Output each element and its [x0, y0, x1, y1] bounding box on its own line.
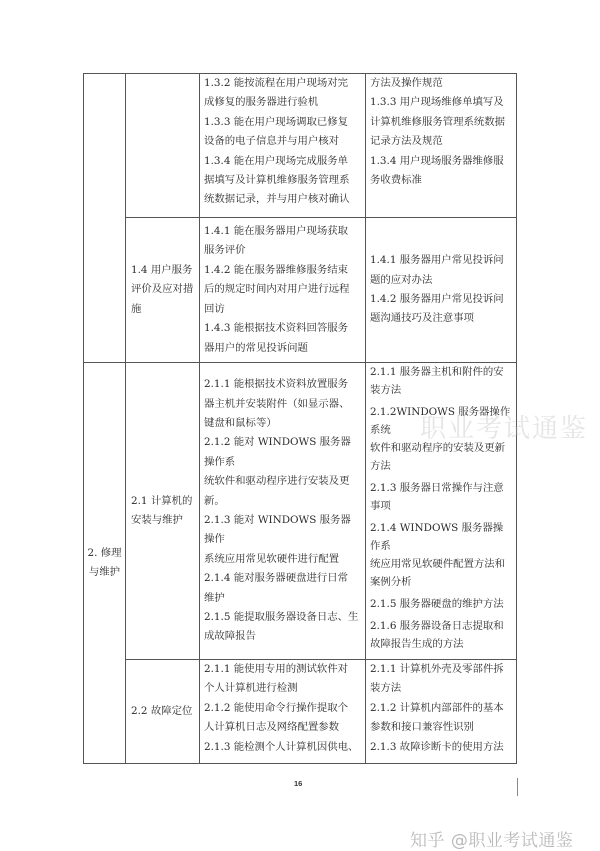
skill-line: 2.1.2 能对 WINDOWS 服务器操作系	[204, 436, 351, 468]
skill-line: 系统应用常见软硬件进行配置	[204, 552, 340, 565]
unit-cell: 2.2 故障定位	[126, 660, 200, 764]
skill-line: 2.1.3 能检测个人计算机因供电、	[204, 740, 359, 753]
table-row	[84, 660, 517, 764]
knowledge-line: 2.1.2 计算机内部部件的基本	[370, 701, 504, 714]
knowledge-line: 计算机维修服务管理系统数据	[370, 115, 506, 128]
knowledge-line: 1.4.2 服务器用户常见投诉问	[370, 293, 504, 305]
skill-line: 1.4.2 能在服务器维修服务结束	[204, 263, 349, 276]
skills-cell	[200, 74, 366, 218]
skill-line: 成修复的服务器进行验机	[204, 96, 319, 109]
skill-line: 统软件和驱动程序进行安装及更	[204, 475, 350, 488]
table-row	[84, 218, 517, 363]
knowledge-line: 2.1.5 服务器硬盘的维护方法	[370, 598, 504, 610]
knowledge-line: 2.1.1 计算机外壳及零部件拆	[370, 663, 504, 675]
knowledge-line: 统应用常见软硬件配置方法和	[370, 558, 506, 570]
skill-line: 器主机并安装附件（如显示器、	[204, 397, 350, 410]
skill-line: 2.1.1 能根据技术资料放置服务	[204, 378, 349, 391]
skill-line: 据填写及计算机维修服务管理系	[204, 174, 350, 187]
knowledge-line: 1.3.4 用户现场服务器维修服	[370, 154, 504, 167]
skills-cell	[200, 218, 366, 363]
skill-line: 后的规定时间内对用户进行远程	[204, 283, 350, 296]
knowledge-line: 方法	[370, 460, 391, 472]
knowledge-line: 题沟通技巧及注意事项	[370, 312, 474, 325]
knowledge-line: 2.1.3 服务器日常操作与注意	[370, 482, 504, 494]
skill-line: 1.3.2 能按流程在用户现场对完	[204, 77, 349, 89]
skill-line: 1.4.3 能根据技术资料回答服务	[204, 322, 349, 335]
skill-line: 服务评价	[204, 244, 246, 257]
skill-line: 器用户的常见投诉问题	[204, 341, 308, 354]
knowledge-line: 故障报告生成的方法	[370, 638, 464, 650]
skill-line: 1.3.3 能在用户现场调取已修复	[204, 115, 349, 128]
overlay-watermark: 职业考试通鉴	[420, 414, 589, 444]
unit-cell: 2.1 计算机的安装与维护	[126, 363, 200, 660]
knowledge-line: 题的应对办法	[370, 273, 433, 286]
skill-line: 2.1.4 能对服务器硬盘进行日常	[204, 572, 349, 585]
section-cell	[84, 74, 126, 363]
skill-line: 1.3.4 能在用户现场完成服务单	[204, 154, 349, 167]
skill-line: 1.4.1 能在服务器用户现场获取	[204, 225, 349, 238]
knowledge-cell	[366, 660, 517, 764]
skill-line: 回访	[204, 302, 225, 315]
knowledge-line: 2.1.4 WINDOWS 服务器操作系	[370, 522, 504, 552]
knowledge-line: 2.1.6 服务器设备日志提取和	[370, 620, 504, 632]
knowledge-line: 软件和驱动程序的安装及更新	[370, 442, 506, 454]
page-number: 16	[294, 779, 303, 788]
skill-line: 键盘和鼠标等）	[204, 416, 277, 429]
skill-line: 2.1.1 能使用专用的测试软件对	[204, 663, 349, 675]
section-cell: 2. 修理与维护	[84, 363, 126, 764]
skill-line: 2.1.2 能使用命令行操作提取个	[204, 701, 349, 714]
skill-line: 统数据记录，并与用户核对确认	[204, 193, 350, 206]
knowledge-line: 装方法	[370, 384, 402, 396]
unit-cell: 1.4 用户服务评价及应对措施	[126, 218, 200, 363]
knowledge-line: 记录方法及规范	[370, 135, 443, 148]
skill-line: 个人计算机进行检测	[204, 682, 298, 695]
knowledge-line: 案例分析	[370, 576, 412, 588]
knowledge-line: 2.1.3 故障诊断卡的使用方法	[370, 740, 504, 753]
table-row	[84, 74, 517, 218]
margin-rule	[517, 778, 518, 796]
knowledge-line: 2.1.2WINDOWS 服务器操作系统	[370, 406, 511, 436]
skill-line: 设备的电子信息并与用户核对	[204, 135, 340, 148]
skill-line: 2.1.5 能提取服务器设备日志、生	[204, 611, 359, 624]
skills-cell	[200, 363, 366, 660]
skill-line: 人计算机日志及网络配置参数	[204, 721, 340, 734]
unit-cell	[126, 74, 200, 218]
skills-cell	[200, 660, 366, 764]
knowledge-line: 务收费标准	[370, 174, 422, 187]
skill-line: 维护	[204, 591, 225, 604]
skill-line: 成故障报告	[204, 630, 256, 643]
zhihu-watermark: 知乎 @职业考试通鉴	[410, 831, 574, 851]
skill-line: 2.1.3 能对 WINDOWS 服务器操作	[204, 514, 351, 546]
knowledge-line: 1.3.3 用户现场维修单填写及	[370, 96, 504, 109]
knowledge-cell	[366, 218, 517, 363]
knowledge-line: 事项	[370, 500, 391, 512]
knowledge-cell	[366, 74, 517, 218]
knowledge-line: 1.4.1 服务器用户常见投诉问	[370, 254, 504, 267]
knowledge-line: 2.1.1 服务器主机和附件的安	[370, 366, 504, 378]
knowledge-line: 参数和接口兼容性识别	[370, 721, 474, 734]
skill-line: 新。	[204, 494, 225, 507]
knowledge-line: 方法及操作规范	[370, 77, 443, 89]
knowledge-line: 装方法	[370, 682, 402, 695]
